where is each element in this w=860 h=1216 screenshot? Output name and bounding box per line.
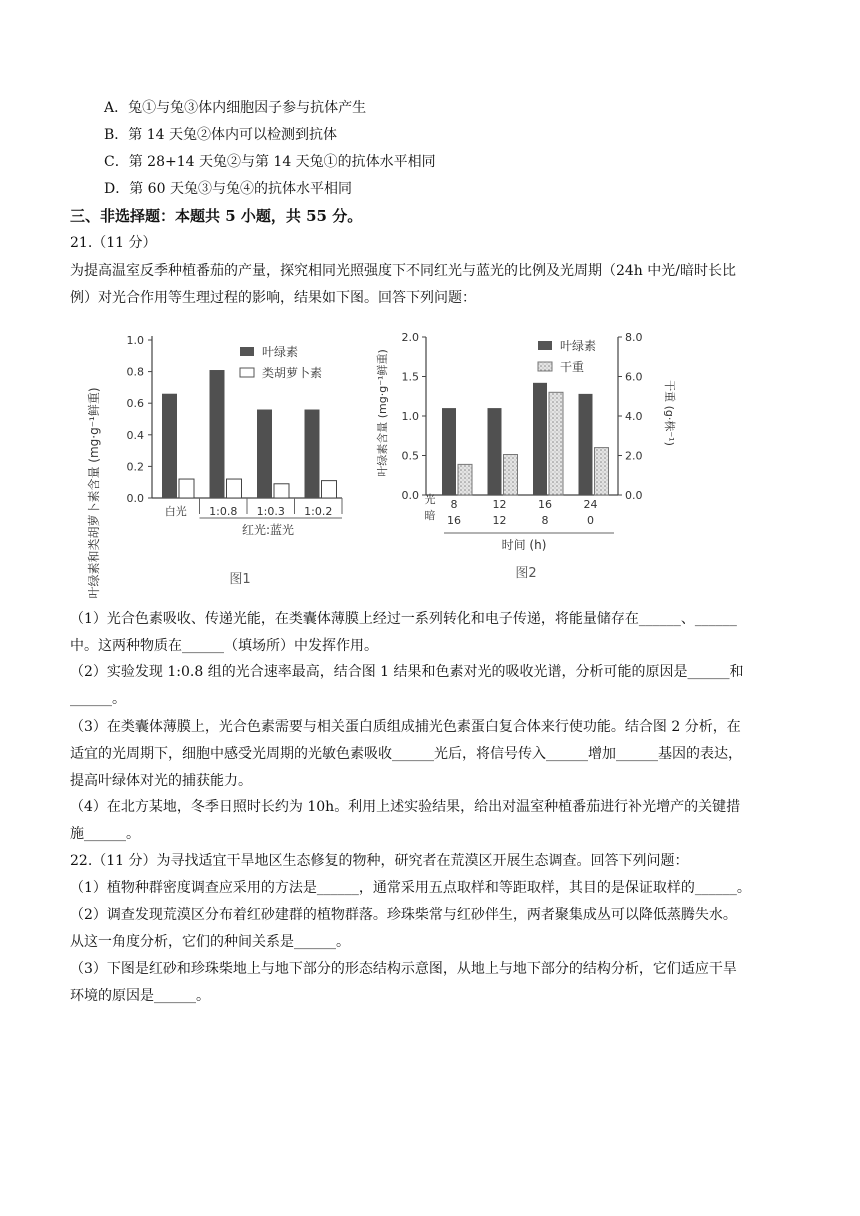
fig1-y-tick-label: 0.6: [126, 397, 144, 411]
q21-part4-line1: （4）在北方某地，冬季日照时长约为 10h。利用上述实验结果，给出对温室种植番茄进行补光增产的关键措: [70, 799, 741, 815]
fig2-light-hours-label: 8: [450, 498, 458, 511]
fig1-y-tick-label: 0.8: [126, 365, 144, 379]
fig2-dark-hours-label: 0: [587, 514, 594, 527]
fig2-legend-chlorophyll: 叶绿素: [560, 339, 597, 353]
q21-header: 21.（11 分）: [70, 235, 157, 251]
fig2-bar-dryweight: [458, 464, 472, 495]
fig2-y-axis-right-label: 干重 (g·株⁻¹): [663, 380, 676, 446]
fig2-bar-chlorophyll: [579, 394, 593, 495]
fig2-y-tick-label-left: 2.0: [401, 331, 419, 344]
q21-intro-line2: 例）对光合作用等生理过程的影响，结果如下图。回答下列问题：: [70, 290, 476, 306]
option-d: D．第 60 天兔③与兔④的抗体水平相同: [104, 181, 352, 197]
fig2-bar-chlorophyll: [442, 408, 456, 495]
fig2-legend-swatch-chlorophyll: [538, 341, 552, 350]
fig1-caption: 图1: [229, 572, 251, 587]
q22-header: 22.（11 分）为寻找适宜干旱地区生态修复的物种，研究者在荒漠区开展生态调查。回答下列问题：: [70, 853, 689, 869]
q22-part3-line2: 环境的原因是______。: [70, 988, 210, 1004]
fig2-caption: 图2: [515, 566, 537, 581]
fig2-row-label-light: 光: [424, 493, 436, 506]
fig2-dark-hours-label: 8: [541, 514, 549, 527]
fig2-bar-chlorophyll: [533, 383, 547, 495]
q21-part1-line2: 中。这两种物质在______（填场所）中发挥作用。: [70, 638, 378, 654]
fig1-bar-chlorophyll: [305, 410, 320, 498]
option-c: C．第 28+14 天兔②与第 14 天兔①的抗体水平相同: [104, 154, 436, 170]
fig2-row-label-dark: 暗: [424, 509, 436, 522]
fig2-y-tick-label-left: 1.5: [401, 370, 419, 384]
fig1-bar-carotenoid: [179, 479, 194, 498]
q21-part3-line3: 提高叶绿体对光的捕获能力。: [70, 773, 252, 789]
fig1-legend-swatch-carotenoid: [240, 368, 254, 377]
fig1-bar-carotenoid: [274, 484, 289, 498]
fig2-bar-dryweight: [504, 455, 518, 495]
q22-part3-line1: （3）下图是红砂和珍珠柴地上与地下部分的形态结构示意图，从地上与地下部分的结构分析，它们适应干旱: [70, 961, 737, 977]
figure-2-chart: [376, 325, 676, 587]
fig2-y-tick-label-left: 0.5: [401, 449, 419, 463]
fig2-y-axis-label: 叶绿素含量 (mg·g⁻¹鲜重): [376, 349, 389, 477]
fig1-bar-carotenoid: [227, 479, 242, 498]
figure-1-chart: [80, 325, 370, 600]
fig2-y-tick-label-right: 4.0: [625, 410, 643, 423]
fig2-y-tick-label-right: 8.0: [625, 331, 643, 344]
q21-part3-line1: （3）在类囊体薄膜上，光合色素需要与相关蛋白质组成捕光色素蛋白复合体来行使功能。结合图 2 分析，在: [70, 719, 741, 735]
fig2-light-hours-label: 24: [583, 498, 598, 511]
fig1-category-label: 1:0.8: [209, 505, 238, 518]
fig1-category-label: 白光: [164, 505, 187, 518]
fig1-category-label: 1:0.2: [304, 505, 333, 518]
option-b: B．第 14 天兔②体内可以检测到抗体: [104, 127, 338, 143]
fig1-y-tick-label: 1.0: [126, 334, 144, 347]
fig1-y-tick-label: 0.2: [126, 460, 144, 474]
fig1-y-tick-label: 0.4: [126, 428, 144, 442]
fig2-bar-dryweight: [549, 392, 563, 495]
fig2-dark-hours-label: 16: [447, 514, 461, 527]
fig2-legend-dryweight: 干重: [560, 360, 585, 374]
q21-intro-line1: 为提高温室反季种植番茄的产量，探究相同光照强度下不同红光与蓝光的比例及光周期（24h 中光/暗时长比: [70, 263, 736, 279]
q21-part4-line2: 施______。: [70, 826, 140, 842]
fig2-legend-swatch-dryweight: [538, 362, 552, 371]
fig1-legend-swatch-chlorophyll: [240, 347, 254, 356]
section-title: 三、非选择题：本题共 5 小题，共 55 分。: [70, 207, 363, 225]
fig1-bar-chlorophyll: [257, 410, 272, 498]
fig2-y-tick-label-right: 6.0: [625, 370, 643, 384]
fig1-y-axis-label: 叶绿素和类胡萝卜素含量 (mg·g⁻¹鲜重): [87, 387, 101, 599]
fig2-light-hours-label: 16: [538, 498, 552, 511]
fig1-x-axis-label: 红光:蓝光: [241, 523, 295, 537]
fig2-y-tick-label-right: 0.0: [625, 489, 643, 502]
fig2-bar-chlorophyll: [488, 408, 502, 495]
q21-part1-line1: （1）光合色素吸收、传递光能，在类囊体薄膜上经过一系列转化和电子传递，将能量储存在______、______: [70, 611, 737, 627]
fig1-bar-chlorophyll: [210, 370, 225, 498]
fig1-y-tick-label: 0.0: [126, 492, 144, 505]
option-a: A．兔①与兔③体内细胞因子参与抗体产生: [104, 100, 367, 116]
q22-part2-line2: 从这一角度分析，它们的种间关系是______。: [70, 934, 350, 950]
fig1-legend-chlorophyll: 叶绿素: [262, 345, 299, 359]
fig1-legend-carotenoid: 类胡萝卜素: [262, 366, 323, 380]
fig1-category-label: 1:0.3: [256, 505, 285, 518]
q21-part2-line2: ______。: [70, 691, 126, 707]
fig2-bar-dryweight: [595, 448, 609, 495]
q22-part1: （1）植物种群密度调查应采用的方法是______，通常采用五点取样和等距取样，其目的是保证取样的______。: [70, 880, 751, 896]
q21-part2-line1: （2）实验发现 1:0.8 组的光合速率最高，结合图 1 结果和色素对光的吸收光谱，分析可能的原因是______和: [70, 664, 744, 680]
fig2-y-tick-label-right: 2.0: [625, 449, 643, 463]
fig2-y-tick-label-left: 1.0: [401, 410, 419, 423]
fig1-bar-chlorophyll: [162, 394, 177, 498]
q21-part3-line2: 适宜的光周期下，细胞中感受光周期的光敏色素吸收______光后，将信号传入______增加______基因的表达，: [70, 746, 742, 762]
fig2-light-hours-label: 12: [492, 498, 507, 511]
q22-part2-line1: （2）调查发现荒漠区分布着红砂建群的植物群落。珍珠柴常与红砂伴生，两者聚集成丛可以降低蒸腾失水。: [70, 907, 737, 923]
fig1-bar-carotenoid: [322, 481, 337, 498]
fig2-y-tick-label-left: 0.0: [401, 489, 419, 502]
fig2-x-axis-label: 时间 (h): [501, 538, 547, 552]
fig2-dark-hours-label: 12: [492, 514, 507, 527]
